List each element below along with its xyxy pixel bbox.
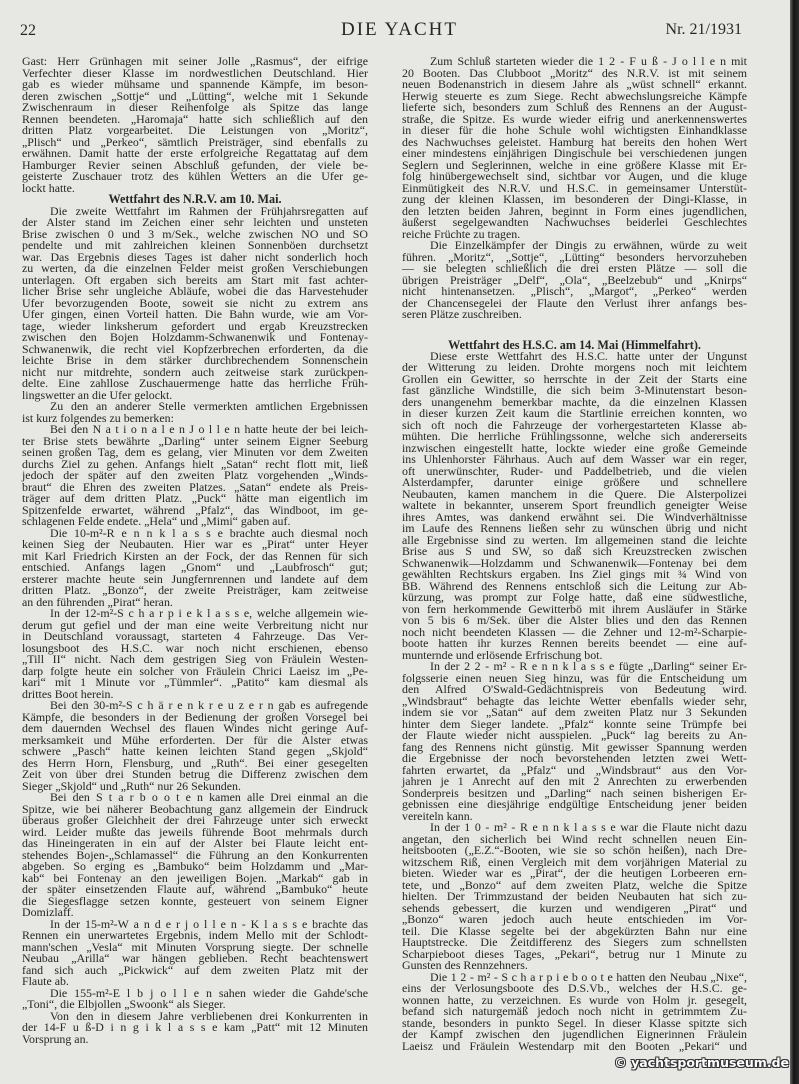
text-line: drittes Boot herein.: [22, 686, 114, 701]
text-line: Seglern und Seglerinnen, welche in eine größere Klasse mit Er-: [402, 157, 747, 172]
text-line: sehends gebessert, die kurzen und wendigeren „Pirat“ und: [402, 900, 747, 915]
text-line: lieferte sich, besonders zum Schluß des Rennens an der August-: [402, 100, 747, 114]
text-column-left: [22, 56, 368, 1045]
text-line: überaus großer Gleichheit der drei Fahrzeuge unter sich erweckt: [22, 813, 368, 827]
text-line: der 14-F u ß-D i n g i k l a s s e kam „Patt“ mit 12 Minuten: [22, 1020, 368, 1034]
text-line: Domizlaff.: [22, 905, 74, 919]
text-line: indem sie vor „Satan“ auf dem zweiten Platz nur 3 Sekunden: [402, 705, 747, 719]
text-line: der später einsetzenden Flaute auf, während „Bambuko“ heute: [22, 882, 368, 896]
text-line: inzwischen eingestellt hatte, lockte wieder eine große Gemeinde: [402, 440, 747, 455]
text-line: Bei den 30-m²-S c h ä r e n k r e u z e r n gab es aufregende: [50, 698, 368, 712]
copyright-watermark: © yachtsportmuseum.de: [614, 1055, 789, 1070]
text-line: Brise aus S und SW, so daß sich Kreuzstrecken zwischen: [402, 544, 747, 558]
text-line: waltete in bekannter, unserem Sport freundlich geneigter Weise: [402, 498, 747, 512]
text-line: dritten Platz. „Bonzo“, der zweite Preisträger, kam zeitweise: [22, 583, 368, 597]
text-line: Neubau „Arilla“ war hängen geblieben. Recht beachtenswert: [22, 951, 368, 965]
text-line: einer mindestens einjährigen Dingischule bei verschiedenen jungen: [402, 146, 747, 160]
paragraph: [22, 56, 368, 194]
text-line: der Kampf zwischen den jugendlichen Eignerinnen Fräulein: [402, 1027, 747, 1041]
text-line: Gast: Herr Grünhagen mit seiner Jolle „Rasmus“, der eifrige: [22, 54, 368, 68]
text-line: „Bonzo“ waren jedoch auch heute entschieden im Vor-: [402, 912, 747, 926]
text-line: der Witterung zu leiden. Drohte morgens noch mit leichtem: [402, 360, 747, 374]
text-line: äußerst segelgewandten Nachwuchses beiderlei Geschlechtes: [402, 215, 747, 229]
paragraph: [22, 916, 368, 988]
text-line: die Siegesflagge setzen konnte, gesteuert von seinem Eigner: [22, 893, 368, 908]
text-line: Grollen ein Gewitter, so herrschte in der Zeit der Starts eine: [402, 371, 747, 386]
text-line: mann'schen „Vesla“ mit Minuten Vorsprung siegte. Der schnelle: [22, 939, 368, 954]
text-line: Zu den an anderer Stelle vermerkten amtlichen Ergebnissen: [50, 399, 368, 413]
text-line: den Alfred O'Swald-Gedächtnispreis von Bedeutung wird.: [402, 682, 747, 696]
text-line: kari“ mit 1 Minute vor „Tümmler“. „Patito“ kam diesmal als: [22, 675, 368, 689]
text-line: kab“ bei Fontenay an den jeweiligen Bojen. „Markab“ gab in: [22, 870, 368, 885]
text-line: pendelte und mit zahlreichen kleinen Sonnenböen durchsetzt: [22, 238, 368, 252]
text-line: folg hinübergewechselt sind, sichtbar vor Augen, und die kluge: [402, 169, 747, 183]
text-line: Die zweite Wettfahrt im Rahmen der Frühjahrsregatten auf: [50, 203, 368, 218]
text-line: Rennen beendeten. „Haromaja“ hatte sich schließlich auf den: [22, 111, 368, 126]
paragraph: [402, 56, 747, 240]
text-line: Zeit von über drei Stunden betrug die Differenz zwischen dem: [22, 767, 368, 781]
text-line: Zwischenraum in dieser Reihenfolge als Spitze das lange: [22, 100, 368, 114]
paragraph: [22, 792, 368, 919]
text-line: fang des Rennens nicht günstig. Mit gewisser Spannung werden: [402, 739, 747, 754]
text-line: fahrten erwartet, da „Pfalz“ und „Windsbraut“ aus den Vor-: [402, 762, 747, 777]
text-line: witzschem Riß, einen Vergleich mit dem vorjährigen Material zu: [402, 854, 747, 869]
text-line: befand sich naturgemäß jedoch noch nicht in getrimmtem Zu-: [402, 1004, 747, 1018]
text-line: ins Uhlenhorster Fährhaus. Auch auf dem Wasser war ein reger,: [402, 452, 747, 466]
text-line: heitsbooten („E.Z.“-Booten, wie sie so schön heißen), nach Dre-: [402, 843, 747, 857]
paragraph: [402, 348, 747, 662]
text-line: Zum Schluß starteten wieder die 1 2 - F u ß - J o l l e n mit: [430, 54, 747, 68]
text-line: nicht hintenansetzen. „Plisch“, „Margot“, „Perkeo“ werden: [402, 284, 747, 298]
paragraph: [22, 401, 368, 424]
paragraph: [402, 240, 747, 321]
text-line: von 5 bis 6 m/Sek. über die Alster blies und den das Rennen: [402, 613, 747, 627]
paragraph: [402, 661, 747, 822]
text-line: von fern herkommende Gewitterbö mit ihrem Ausläufer in Stärke: [402, 601, 747, 616]
text-line: In der 12-m²-S c h a r p i e k l a s s e, welche allgemein wie-: [50, 606, 368, 620]
text-line: — sie belegten schließlich die drei ersten Plätze — soll die: [402, 261, 747, 275]
text-line: unterlagen. Oft ergaben sich bereits am Start mit fast achter-: [22, 272, 368, 287]
text-line: mit Karl Friedrich Kirsten an der Fock, der das Rennen für sich: [22, 548, 368, 563]
text-line: entschied. Anfangs lagen „Gnom“ und „Laubfrosch“ gut;: [22, 560, 368, 574]
paragraph: [22, 525, 368, 609]
text-line: Von den in diesem Jahre verbliebenen drei Konkurrenten in: [50, 1008, 368, 1023]
text-line: In der 1 0 - m² - R e n n k l a s s e war die Flaute nicht dazu: [430, 820, 747, 834]
text-line: Die 155-m²-E l b j o l l e n sahen wieder die Gahde'sche: [50, 985, 368, 1000]
text-line: Alsterdampfer, darunter einige größere und schnellere: [402, 475, 747, 489]
text-line: boote hatten ihr kurzes Rennen bereits beendet — eine auf-: [402, 636, 747, 650]
text-line: schwere „Pasch“ hatte keinen leichten Stand gegen „Skjold“: [22, 744, 368, 758]
text-line: keinen Sieg der Neubauten. Hier war es „Pirat“ unter Heyer: [22, 537, 368, 551]
text-line: übrigen Preisträger „Delf“, „Ola“, „Beelzebub“ und „Knirps“: [402, 272, 747, 287]
text-line: Die 1 2 - m² - S c h a r p i e b o o t e hatten den Neubau „Nixe“,: [430, 969, 747, 984]
text-line: delte. Eine zahllose Zuschauermenge hatte das herrliche Früh-: [22, 376, 368, 390]
text-line: In der 15-m²-W a n d e r j o l l e n - K l a s s e brachte das: [50, 916, 368, 931]
text-line: braut“ die Ehren des zweiten Platzes. „Satan“ endete als Preis-: [22, 479, 368, 494]
text-line: tete, und „Bonzo“ auf dem zweiten Platz, welche die Spitze: [402, 877, 747, 892]
text-line: derum gut gefiel und der man eine weite Verbreitung nicht nur: [22, 617, 368, 632]
text-line: In der 2 2 - m² - R e n n k l a s s e fügte „Darling“ seiner Er-: [430, 659, 747, 673]
text-line: des Nachwuchses geleistet. Hamburg hat bereits den hohen Wert: [402, 134, 747, 149]
text-line: Rennen ein unerwartetes Ergebnis, indem Mello mit der Schlodt-: [22, 928, 368, 942]
text-line: ders unangenehm bemerkbar machte, da die einzelnen Klassen: [402, 394, 747, 409]
text-line: 20 Booten. Das Clubboot „Moritz“ des N.R.V. ist mit seinem: [402, 65, 747, 80]
text-line: eins der Verlosungsboote des D.S.Vb., welches der H.S.C. ge-: [402, 981, 747, 995]
text-line: in Deutschland voraussagt, starteten 4 Fahrzeuge. Das Ver-: [22, 629, 368, 643]
text-line: Scharpieboot dieses Tages, „Pekari“, betrug nur 1 Minute zu: [402, 946, 747, 961]
text-line: jedoch der später auf den zweiten Platz vorgehenden „Winds-: [22, 468, 368, 482]
text-line: ist kurz folgendes zu bemerken:: [22, 410, 174, 425]
text-line: der Flaute wieder nicht ausspielen. „Puck“ lag bereits zu An-: [402, 728, 747, 742]
text-line: zwischen den Bojen Holzdamm-Schwanenwik und Fontenay-: [22, 330, 368, 344]
text-line: führen. „Moritz“, „Sottje“, „Lütting“ besonders hervorzuheben: [402, 249, 747, 264]
text-line: gab es wieder mühsame und spannende Kämpfe, im beson-: [22, 77, 368, 91]
text-line: angetan, den sicherlich bei Wind recht schnellen neuen Ein-: [402, 831, 747, 846]
text-line: Hauptstrecke. Die Zeitdifferenz des Siegers zum schnellsten: [402, 935, 747, 949]
text-line: folgsserie einen neuen Sieg hinzu, was für die Entscheidung um: [402, 670, 747, 685]
text-line: straße, die Spitze. Es wurde wieder eifrig und anerkennenswertes: [402, 111, 747, 126]
book-binding-shadow: [790, 0, 799, 1084]
text-line: vereiteln kann.: [402, 808, 473, 823]
issue-number: Nr. 21/1931: [665, 21, 742, 38]
text-line: Flaute ab.: [22, 974, 69, 988]
text-line: bieten. Wieder war es „Pirat“, der die heutigen Lorbeeren ern-: [402, 866, 747, 880]
paragraph: [402, 969, 747, 1053]
text-line: Vorsprung an.: [22, 1031, 89, 1046]
text-line: zu werten, da die einzelnen Felder meist großen Verschiebungen: [22, 261, 368, 275]
text-line: Diese erste Wettfahrt des H.S.C. hatte unter der Ungunst: [430, 348, 747, 363]
text-line: im Laufe des Rennens ließen sehr zu wünschen übrig und nicht: [402, 521, 747, 535]
text-line: lingswetter an die Ufer gelockt.: [22, 387, 173, 402]
text-column-right: [402, 56, 747, 1052]
text-line: stande, besonders in punkto Segel. In dieser Klasse spitzte sich: [402, 1015, 747, 1030]
paragraph: [22, 203, 368, 402]
text-line: fand sich auch „Pickwick“ auf dem zweiten Platz mit der: [22, 962, 368, 977]
text-line: den letzten beiden Jahren, beginnt in Form eines jugendlichen,: [402, 203, 747, 218]
text-line: ihres Amtes, was dankend erwähnt sei. Die Windverhältnisse: [402, 509, 747, 524]
paragraph: [22, 424, 368, 528]
text-line: gewählten Rechtskurs ergaben. Ins Ziel gings mit ¾ Wind von: [402, 567, 747, 581]
text-line: Die Einzelkämpfer der Dingis zu erwähnen, würde zu weit: [430, 238, 747, 252]
text-line: Schwanenwik, die recht viel Kopfzerbrechen erforderten, da die: [22, 341, 368, 356]
text-line: „Till II“ nicht. Nach dem gestrigen Sieg von Fräulein Westen-: [22, 652, 368, 666]
magazine-title: DIE YACHT: [340, 19, 459, 40]
text-line: Spitzenfelde erwartet, während „Pfalz“, das Windboot, im ge-: [22, 502, 368, 517]
text-line: in dieser kurzen Zeit kaum die Startlinie erreichen konnten, wo: [402, 406, 747, 420]
text-line: licher Brise sehr ungleiche Abläufe, wobei die das Harvestehuder: [22, 284, 368, 298]
text-line: Schwanenwik—Holzdamm und Schwanenwik—Fontenay bei dem: [402, 555, 747, 570]
text-line: BB. Während des Rennens entschloß sich die Leitung zur Ab-: [402, 578, 747, 593]
text-line: abgeben. So erging es „Bambuko“ beim Holzdamm und „Mar-: [22, 859, 368, 873]
text-line: gebnissen eine diesjährige endgültige Entscheidung jener beiden: [402, 797, 747, 811]
section-heading: Wettfahrt des N.R.V. am 10. Mai.: [108, 192, 282, 206]
paragraph: [22, 608, 368, 700]
text-line: wird. Leider mußte das jeweils führende Boot mehrmals durch: [22, 824, 368, 839]
text-line: „Windsbraut“ behagte das leichte Wetter ebenfalls wieder sehr,: [402, 693, 747, 708]
text-line: fast gänzliche Windstille, die sich beim 3-Minutenstart beson-: [402, 383, 747, 397]
text-line: dem dauernden Wechsel des flauen Windes nicht geringe Auf-: [22, 721, 368, 735]
text-line: reiche Früchte zu tragen.: [402, 226, 521, 241]
text-line: leichte Brise in dem stärker durchbrechendem Sonnenschein: [22, 353, 368, 367]
paragraph: [402, 822, 747, 972]
text-line: des Herrn Horn, Flensburg, und „Ruth“. Bei einer gesegelten: [22, 755, 368, 770]
text-line: geisterte Zuschauer trotz des kühlen Wetters an die Ufer ge-: [22, 169, 368, 183]
text-line: seinen großen Tag, dem es gelang, vier Minuten vor dem Zweiten: [22, 445, 368, 459]
text-line: hielten. Der Trimmzustand der beiden Neubauten hat sich zu-: [402, 889, 747, 903]
text-line: deren zwischen „Sottje“ und „Lütting“, welche mit 1 Sekunde: [22, 88, 368, 103]
text-line: Bei den N a t i o n a l e n J o l l e n hatte heute der bei leich-: [50, 422, 368, 436]
text-line: das Hineingeraten in ein auf der Alster bei Flaute leicht ent-: [22, 836, 368, 850]
text-line: Gunsten des Rennzehners.: [402, 958, 528, 972]
text-line: nicht nur mitdrehte, sondern auch zeitweise stark zurückpen-: [22, 364, 368, 379]
text-line: Laeisz und Fräulein Westendarp mit den Booten „Pekari“ und: [402, 1038, 747, 1053]
text-line: Neubauten, kamen manchem in die Quere. Die Alsterpolizei: [402, 486, 747, 501]
text-line: Spitze, wie bei näherer Beobachtung ganz allgemein der Eindruck: [22, 801, 368, 816]
text-line: ter Brise stets bewährte „Darling“ unter seinem Eigner Seeburg: [22, 433, 368, 448]
text-line: teil. Die Klasse segelte bei der abgekürzten Bahn nur eine: [402, 923, 747, 938]
text-line: Verfechter dieser Klasse im nordwestlichen Deutschland. Hier: [22, 65, 368, 80]
text-line: Einmütigkeit des N.R.V. und H.S.C. in gemeinsamer Unterstüt-: [402, 180, 747, 195]
text-line: zung der kleinen Klassen, im besonderen der Dingi-Klasse, in: [402, 192, 747, 206]
text-line: losungsboot des H.S.C. war noch nicht erschienen, ebenso: [22, 640, 368, 655]
text-line: seren Plätze zuschreiben.: [402, 307, 522, 321]
text-line: die Ergebnisse der noch bevorstehenden letzten zwei Wett-: [402, 751, 747, 765]
text-line: hinter dem Sieger landete. „Pfalz“ konnte seine Trümpfe bei: [402, 716, 747, 731]
text-line: merksamkeit und Mühe erforderten. Der für die Alster etwas: [22, 732, 368, 747]
text-line: „Plisch“ und „Perkeo“, sämtlich Preisträger, sind ebenfalls zu: [22, 134, 368, 149]
text-line: dritten Platz vorgearbeitet. Die Leistungen von „Moritz“,: [22, 123, 368, 137]
text-line: wonnen hatte, zu verzeichnen. Es wurde von Holm jr. gesegelt,: [402, 992, 747, 1007]
text-line: der Chancensegelei der Flaute den Verlust ihrer anfangs bes-: [402, 295, 747, 310]
text-line: Brise zwischen 0 und 3 m/Sek., welche zwischen NO und SO: [22, 226, 368, 241]
text-line: Ufer gingen, einen Vorteil hatten. Die Bahn wurde, wie am Vor-: [22, 307, 368, 321]
text-line: darp folgte heute ein solcher von Fräulein Chrici Laeisz im „Pe-: [22, 663, 368, 678]
text-line: neuen Bodenanstrich in diesem Jahre als „wüst schnell“ erkannt.: [402, 77, 747, 91]
text-line: Hamburger Revier seinen Abschluß gefunden, der viele be-: [22, 157, 368, 172]
text-line: Sieger „Skjold“ und „Ruth“ nur 26 Sekunden.: [22, 778, 241, 793]
text-line: „Toni“, die Elbjollen „Swoonk“ als Sieger.: [22, 997, 226, 1011]
section-heading: Wettfahrt des H.S.C. am 14. Mai (Himmelfahrt).: [448, 337, 701, 352]
text-line: erwähnen. Damit hatte der erste erfolgreiche Regattatag auf dem: [22, 146, 368, 160]
paragraph: [22, 1008, 368, 1046]
text-line: tage, wieder linksherum gefordert und ergab Kreuzstrecken: [22, 318, 368, 333]
text-line: jahren je 1 Anrecht auf den mit 2 Anrechten zu erwerbenden: [402, 774, 747, 788]
paragraph: [22, 700, 368, 792]
text-line: an den führenden „Pirat“ heran.: [22, 594, 173, 609]
text-line: der Alster stand im Zeichen einer sehr leichten und unsteten: [22, 215, 368, 229]
text-line: Kämpfe, die besonders in der Bedienung der großen Vorsegel bei: [22, 709, 368, 724]
text-line: Bei den S t a r b o o t e n kamen alle Drei einmal an die: [50, 790, 368, 804]
text-line: war. Das Ergebnis dieses Tages ist daher nicht sonderlich hoch: [22, 249, 368, 264]
text-line: schlagenen Felde endete. „Hela“ und „Mimi“ gaben auf.: [22, 514, 291, 528]
paragraph: [22, 985, 368, 1011]
text-line: oft unerwünschter, Ruder- und Paddelbetrieb, und die vielen: [402, 463, 747, 478]
text-line: ersterer machte heute sein Jungfernrennen und landete auf dem: [22, 571, 368, 586]
text-line: sich oft noch die Fahrzeuge der vorhergestarteten Klasse ab-: [402, 417, 747, 432]
text-line: Herwig steuerte es zum Siege. Recht abwechslungsreiche Kämpfe: [402, 88, 747, 103]
text-line: in dieser für die hohe Schule wohl wichtigsten Einhandklasse: [402, 123, 747, 137]
text-line: durchs Ziel zu gehen. Anfangs hielt „Satan“ recht flott mit, ließ: [22, 456, 368, 471]
text-line: alle Ergebnisse sind zu werten. Im allgemeinen stand die leichte: [402, 532, 747, 547]
page-number: 22: [20, 22, 36, 39]
text-line: träger auf dem dritten Platz. „Puck“ hätte man eigentlich im: [22, 491, 368, 505]
text-line: Sonderpreis besitzen und „Darling“ nach seinen bisherigen Er-: [402, 785, 747, 800]
text-line: lockt hatte.: [22, 180, 75, 195]
text-line: kürzung, was prompt zur Folge hatte, daß eine südwestliche,: [402, 590, 747, 604]
text-line: Die 10-m²-R e n n k l a s s e brachte auch diesmal noch: [50, 525, 368, 540]
text-line: munternde und erlösende Erfrischung bot.: [402, 647, 603, 662]
text-line: stehendes Bojen-„Schlamassel“ die Führung an den Konkurrenten: [22, 847, 368, 862]
text-line: Ufer bevorzugenden Boote, soweit sie nicht zu extrem ans: [22, 295, 368, 310]
text-line: mühten. Die herrliche Frühlingssonne, welche sich andererseits: [402, 429, 747, 443]
text-line: noch nicht beendeten Klassen — die Zehner und 12-m²-Scharpie-: [402, 624, 747, 639]
